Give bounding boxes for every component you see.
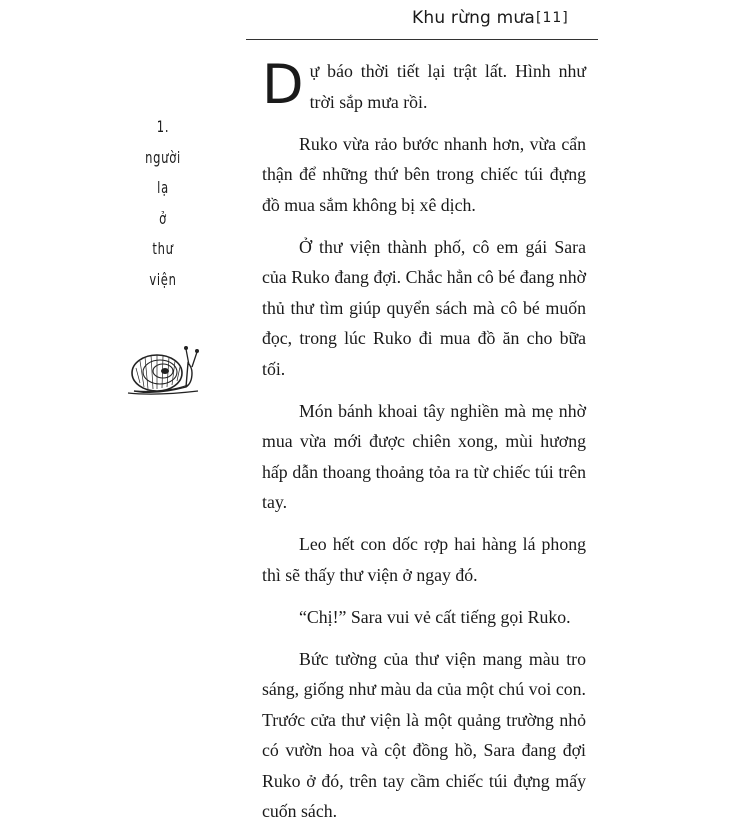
- paragraph: “Chị!” Sara vui vẻ cất tiếng gọi Ruko.: [299, 606, 571, 627]
- paragraph: Món bánh khoai tây nghiền mà mẹ nhờ mua vừa mới được chiên xong, mùi hương hấp dẫn thoang thoảng tỏa ra từ chiếc túi trên tay.: [262, 400, 586, 512]
- chapter-heading: [131, 112, 196, 295]
- running-header: [0, 8, 750, 34]
- paragraph: Leo hết con dốc rợp hai hàng lá phong thì sẽ thấy thư viện ở ngay đó.: [262, 534, 586, 585]
- snail-icon: [126, 343, 206, 398]
- paragraph: [262, 53, 586, 117]
- chapter-title-line: thư: [152, 239, 174, 258]
- paragraph: Ruko vừa rảo bước nhanh hơn, vừa cẩn thận để những thứ bên trong chiếc túi đựng đồ mua sắm không bị xê dịch.: [262, 133, 586, 215]
- paragraph: Bức tường của thư viện mang màu tro sáng, giống như màu da của một chú voi con. Trước cửa thư viện là một quảng trường nhỏ có vườn hoa và cột đồng hồ, Sara đang đợi Ruko ở đó, trên tay cầm chiếc túi đựng mấy cuốn sách.: [262, 648, 586, 821]
- paragraph: Ở thư viện thành phố, cô em gái Sara của Ruko đang đợi. Chắc hẳn cô bé đang nhờ thủ thư tìm giúp quyển sách mà cô bé muốn đọc, trong lúc Ruko đi mua đồ ăn cho bữa tối.: [262, 236, 586, 379]
- paragraph-text: ự báo thời tiết lại trật lất. Hình như trời sắp mưa rồi.: [309, 61, 586, 112]
- chapter-title-line: người: [145, 147, 181, 167]
- drop-cap: D: [262, 53, 304, 116]
- chapter-title-line: lạ: [157, 178, 169, 197]
- body-text: [262, 53, 586, 838]
- chapter-title-line: ở: [159, 208, 167, 228]
- chapter-title-line: viện: [149, 269, 177, 289]
- chapter-number: 1.: [156, 117, 170, 136]
- header-rule: [246, 39, 598, 40]
- page-number: [11]: [536, 10, 569, 26]
- running-title: Khu rừng mưa: [412, 8, 535, 28]
